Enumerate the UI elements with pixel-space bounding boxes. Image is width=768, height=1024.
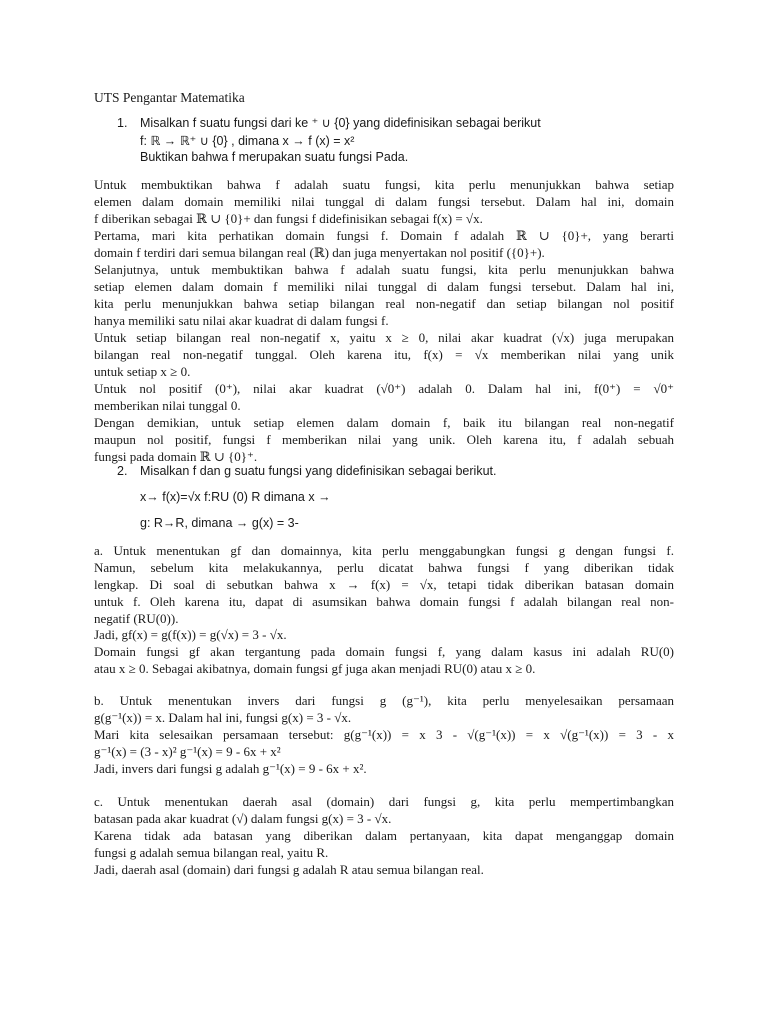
answer-1-line: domain f terdiri dari semua bilangan real (ℝ) dan juga menyertakan nol positif ({0}+). [94,245,545,260]
document-title: UTS Pengantar Matematika [94,90,245,105]
question-1-line: Misalkan f suatu fungsi dari ke ⁺ ∪ {0} yang didefinisikan sebagai berikut [140,116,541,130]
answer-1-line: Pertama, mari kita perhatikan domain fungsi f. Domain f adalah ℝ ∪ {0}+, yang berarti [94,228,674,243]
answer-2c-line: Jadi, daerah asal (domain) dari fungsi g adalah R atau semua bilangan real. [94,862,484,877]
answer-1-line: setiap elemen dalam domain f memiliki nilai tunggal di dalam fungsi tersebut. Dalam hal ini, [94,279,674,294]
answer-2c-line: fungsi g adalah semua bilangan real, yaitu R. [94,845,329,860]
answer-1-line: elemen dalam domain memiliki nilai tunggal di dalam fungsi tersebut. Dalam hal ini, domain [94,194,674,209]
answer-2a-line: lengkap. Di soal di sebutkan bahwa x → f(x) = √x, tetapi tidak diberikan batasan domain [94,577,674,592]
answer-1-line: Untuk membuktikan bahwa f adalah suatu fungsi, kita perlu menunjukkan bahwa setiap [94,177,674,192]
answer-2a-line: negatif (RU(0)). [94,611,179,626]
question-1-number: 1. [117,116,128,130]
answer-2a-line: a. Untuk menentukan gf dan domainnya, kita perlu menggabungkan fungsi g dengan fungsi f. [94,543,674,558]
question-2-line: g: R→R, dimana → g(x) = 3- [140,516,299,530]
question-2-number: 2. [117,464,128,478]
answer-1-line: Untuk nol positif (0⁺), nilai akar kuadrat (√0⁺) adalah 0. Dalam hal ini, f(0⁺) = √0⁺ [94,381,674,396]
answer-1-line: Selanjutnya, untuk membuktikan bahwa f adalah suatu fungsi, kita perlu menunjukkan bahwa [94,262,674,277]
answer-2b-line: b. Untuk menentukan invers dari fungsi g (g⁻¹), kita perlu menyelesaikan persamaan [94,693,674,708]
answer-2c-line: Karena tidak ada batasan yang diberikan dalam pertanyaan, kita dapat menganggap domain [94,828,674,843]
question-2-line: x→ f(x)=√x f:RU (0) R dimana x → [140,490,331,504]
answer-2c-line: batasan pada akar kuadrat (√) dalam fungsi g(x) = 3 - √x. [94,811,392,826]
answer-2b-line: Mari kita selesaikan persamaan tersebut: g(g⁻¹(x)) = x 3 - √(g⁻¹(x)) = x √(g⁻¹(x)) = 3 - x [94,727,674,742]
answer-1-line: memberikan nilai tunggal 0. [94,398,241,413]
question-1-line: Buktikan bahwa f merupakan suatu fungsi Pada. [140,150,409,164]
answer-2c-line: c. Untuk menentukan daerah asal (domain) dari fungsi g, kita perlu mempertimbangkan [94,794,674,809]
answer-1-line: hanya memiliki satu nilai akar kuadrat di dalam fungsi f. [94,313,389,328]
answer-2a-line: atau x ≥ 0. Sebagai akibatnya, domain fungsi gf juga akan menjadi RU(0) atau x ≥ 0. [94,661,536,676]
answer-1-line: bilangan real non-negatif tunggal. Oleh karena itu, f(x) = √x memberikan nilai yang unik [94,347,674,362]
answer-1-line: untuk setiap x ≥ 0. [94,364,191,379]
answer-1-line: maupun nol positif, fungsi f memberikan nilai yang unik. Oleh karena itu, f adalah sebuah [94,432,674,447]
answer-2b-line: Jadi, invers dari fungsi g adalah g⁻¹(x) = 9 - 6x + x². [94,761,367,776]
answer-1-line: Untuk setiap bilangan real non-negatif x, yaitu x ≥ 0, nilai akar kuadrat (√x) juga merupakan [94,330,674,345]
answer-1-line: kita perlu menunjukkan bahwa setiap bilangan real non-negatif dan setiap bilangan nol positif [94,296,674,311]
answer-1-line: fungsi pada domain ℝ ∪ {0}⁺. [94,449,258,464]
answer-2b-line: g⁻¹(x) = (3 - x)² g⁻¹(x) = 9 - 6x + x² [94,744,281,759]
answer-2a-line: untuk f. Oleh karena itu, dapat di asumsikan bahwa domain fungsi f adalah bilangan real non- [94,594,674,609]
answer-1-line: f diberikan sebagai ℝ ∪ {0}+ dan fungsi f didefinisikan sebagai f(x) = √x. [94,211,483,226]
question-1-line: f: ℝ → ℝ⁺ ∪ {0} , dimana x → f (x) = x² [140,134,355,148]
answer-2a-line: Domain fungsi gf akan tergantung pada domain fungsi f, yang dalam kasus ini adalah RU(0) [94,644,674,659]
question-2-line: Misalkan f dan g suatu fungsi yang didefinisikan sebagai berikut. [140,464,497,478]
answer-2b-line: g(g⁻¹(x)) = x. Dalam hal ini, fungsi g(x) = 3 - √x. [94,710,352,725]
answer-2a-line: Namun, sebelum kita melakukannya, perlu dicatat bahwa fungsi f yang diberikan tidak [94,560,674,575]
answer-1-line: Dengan demikian, untuk setiap elemen dalam domain f, baik itu bilangan real non-negatif [94,415,674,430]
answer-2a-line: Jadi, gf(x) = g(f(x)) = g(√x) = 3 - √x. [94,627,287,642]
